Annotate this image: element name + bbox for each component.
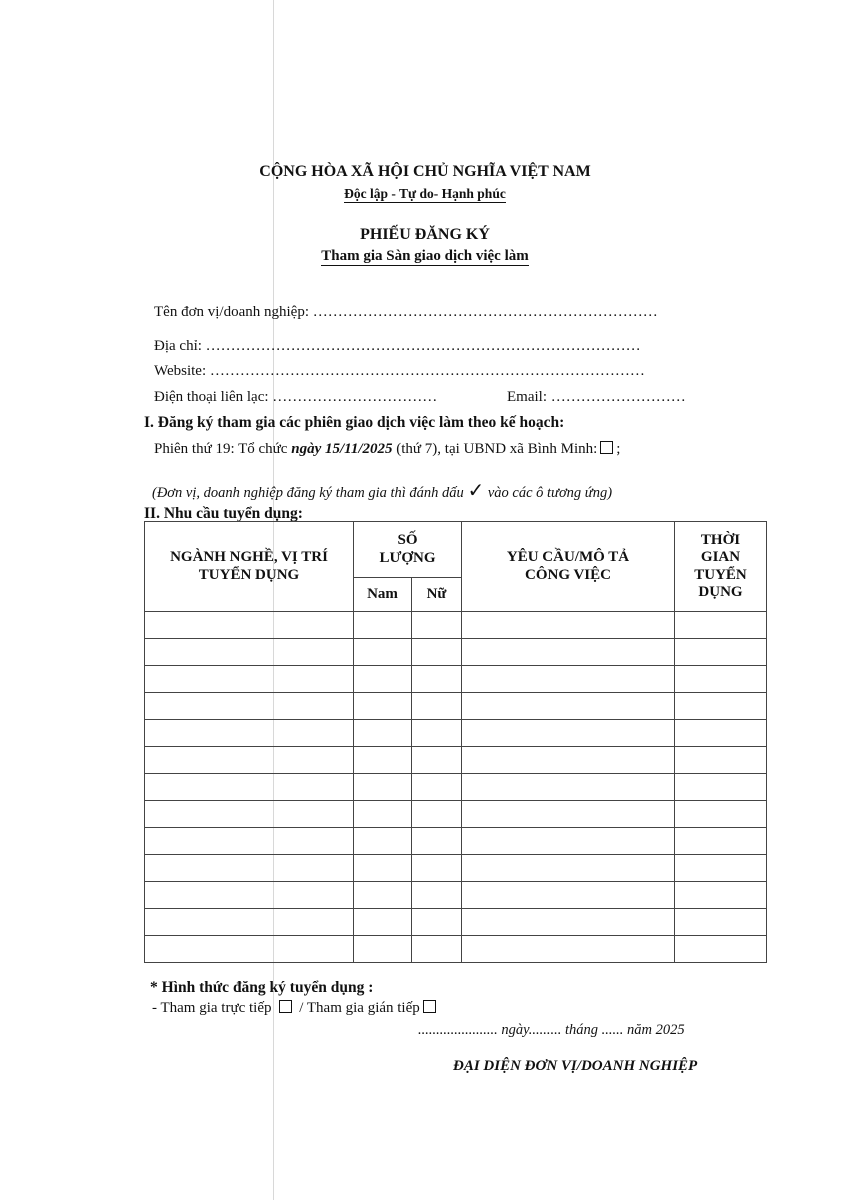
- cell-time[interactable]: [675, 909, 767, 936]
- cell-male[interactable]: [354, 936, 412, 963]
- cell-time[interactable]: [675, 747, 767, 774]
- cell-male[interactable]: [354, 720, 412, 747]
- table-row: [145, 747, 767, 774]
- cell-female[interactable]: [412, 720, 462, 747]
- cell-male[interactable]: [354, 909, 412, 936]
- cell-female[interactable]: [412, 936, 462, 963]
- cell-female[interactable]: [412, 639, 462, 666]
- table-row: [145, 720, 767, 747]
- col-male: Nam: [354, 578, 412, 612]
- company-field[interactable]: Tên đơn vị/doanh nghiệp: ……………………………………………………………: [154, 304, 658, 320]
- session-end: ;: [616, 441, 621, 457]
- cell-position[interactable]: [145, 666, 354, 693]
- cell-time[interactable]: [675, 774, 767, 801]
- checkmark-icon: ✓: [467, 480, 485, 502]
- col-female: Nữ: [412, 578, 462, 612]
- cell-female[interactable]: [412, 801, 462, 828]
- cell-female[interactable]: [412, 747, 462, 774]
- cell-male[interactable]: [354, 747, 412, 774]
- cell-description[interactable]: [462, 828, 675, 855]
- form-title: PHIẾU ĐĂNG KÝ: [360, 226, 490, 243]
- session-line: [154, 441, 620, 458]
- motto-text: Độc lập - Tự do- Hạnh phúc: [344, 186, 506, 201]
- email-field[interactable]: Email: ………………………: [507, 389, 686, 405]
- cell-female[interactable]: [412, 612, 462, 639]
- cell-time[interactable]: [675, 720, 767, 747]
- checkbox-instruction: [152, 478, 612, 503]
- subtitle-text: Tham gia Sàn giao dịch việc làm: [321, 248, 529, 264]
- note-before: (Đơn vị, doanh nghiệp đăng ký tham gia thì đánh dấu: [152, 485, 464, 501]
- direct-checkbox[interactable]: [279, 1000, 292, 1013]
- direct-label: - Tham gia trực tiếp: [152, 1000, 272, 1016]
- indirect-checkbox[interactable]: [423, 1000, 436, 1013]
- cell-male[interactable]: [354, 801, 412, 828]
- cell-time[interactable]: [675, 639, 767, 666]
- indirect-label: / Tham gia gián tiếp: [299, 1000, 420, 1016]
- cell-male[interactable]: [354, 855, 412, 882]
- cell-position[interactable]: [145, 747, 354, 774]
- cell-female[interactable]: [412, 855, 462, 882]
- cell-position[interactable]: [145, 639, 354, 666]
- cell-position[interactable]: [145, 720, 354, 747]
- date-line: ...................... ngày......... tháng ...... năm 2025: [418, 1022, 685, 1038]
- cell-time[interactable]: [675, 855, 767, 882]
- section2-heading: II. Nhu cầu tuyển dụng:: [144, 505, 303, 522]
- registration-options: [152, 1000, 439, 1017]
- cell-position[interactable]: [145, 882, 354, 909]
- cell-position[interactable]: [145, 693, 354, 720]
- col-position: NGÀNH NGHỀ, VỊ TRÍ TUYỂN DỤNG: [145, 522, 354, 612]
- table-row: [145, 936, 767, 963]
- table-row: [145, 909, 767, 936]
- table-row: [145, 612, 767, 639]
- cell-male[interactable]: [354, 828, 412, 855]
- table-row: [145, 882, 767, 909]
- cell-male[interactable]: [354, 612, 412, 639]
- phone-field[interactable]: Điện thoại liên lạc: ……………………………: [154, 389, 438, 405]
- cell-description[interactable]: [462, 720, 675, 747]
- cell-description[interactable]: [462, 774, 675, 801]
- website-field[interactable]: Website: ……………………………………………………………………………: [154, 363, 645, 379]
- cell-female[interactable]: [412, 882, 462, 909]
- cell-position[interactable]: [145, 828, 354, 855]
- table-row: [145, 639, 767, 666]
- col-time: THỜI GIAN TUYỂN DỤNG: [675, 522, 767, 612]
- cell-position[interactable]: [145, 936, 354, 963]
- cell-female[interactable]: [412, 774, 462, 801]
- table-row: [145, 666, 767, 693]
- session-prefix: Phiên thứ 19: Tổ chức: [154, 441, 292, 457]
- cell-description[interactable]: [462, 612, 675, 639]
- cell-description[interactable]: [462, 693, 675, 720]
- cell-male[interactable]: [354, 666, 412, 693]
- cell-description[interactable]: [462, 747, 675, 774]
- session-suffix: (thứ 7), tại UBND xã Bình Minh:: [392, 441, 598, 457]
- cell-time[interactable]: [675, 801, 767, 828]
- cell-position[interactable]: [145, 801, 354, 828]
- session-date: ngày 15/11/2025: [291, 441, 393, 457]
- national-motto: [0, 185, 850, 203]
- cell-description[interactable]: [462, 666, 675, 693]
- cell-male[interactable]: [354, 774, 412, 801]
- national-header: CỘNG HÒA XÃ HỘI CHỦ NGHĨA VIỆT NAM: [259, 163, 591, 180]
- table-row: [145, 693, 767, 720]
- col-quantity: SỐ LƯỢNG: [354, 522, 462, 578]
- registration-heading: * Hình thức đăng ký tuyển dụng :: [150, 979, 374, 996]
- cell-female[interactable]: [412, 828, 462, 855]
- table-row: [145, 774, 767, 801]
- cell-time[interactable]: [675, 612, 767, 639]
- cell-male[interactable]: [354, 882, 412, 909]
- table-row: [145, 855, 767, 882]
- cell-position[interactable]: [145, 612, 354, 639]
- cell-female[interactable]: [412, 909, 462, 936]
- cell-male[interactable]: [354, 693, 412, 720]
- note-after: vào các ô tương ứng): [487, 485, 613, 501]
- cell-description[interactable]: [462, 639, 675, 666]
- recruitment-table: [144, 521, 767, 963]
- form-subtitle: [0, 247, 850, 265]
- cell-time[interactable]: [675, 666, 767, 693]
- cell-time[interactable]: [675, 693, 767, 720]
- cell-female[interactable]: [412, 666, 462, 693]
- cell-position[interactable]: [145, 909, 354, 936]
- address-field[interactable]: Địa chỉ: ……………………………………………………………………………: [154, 338, 641, 354]
- cell-description[interactable]: [462, 801, 675, 828]
- section1-heading: I. Đăng ký tham gia các phiên giao dịch việc làm theo kế hoạch:: [144, 414, 565, 431]
- col-description: YÊU CẦU/MÔ TẢ CÔNG VIỆC: [462, 522, 675, 612]
- cell-description[interactable]: [462, 936, 675, 963]
- cell-description[interactable]: [462, 909, 675, 936]
- signature-title: ĐẠI DIỆN ĐƠN VỊ/DOANH NGHIỆP: [453, 1058, 698, 1074]
- table-row: [145, 801, 767, 828]
- cell-position[interactable]: [145, 774, 354, 801]
- cell-description[interactable]: [462, 855, 675, 882]
- cell-time[interactable]: [675, 828, 767, 855]
- session-checkbox[interactable]: [600, 441, 613, 454]
- cell-description[interactable]: [462, 882, 675, 909]
- cell-time[interactable]: [675, 936, 767, 963]
- cell-position[interactable]: [145, 855, 354, 882]
- cell-female[interactable]: [412, 693, 462, 720]
- cell-time[interactable]: [675, 882, 767, 909]
- cell-male[interactable]: [354, 639, 412, 666]
- table-body: [145, 612, 767, 963]
- table-row: [145, 828, 767, 855]
